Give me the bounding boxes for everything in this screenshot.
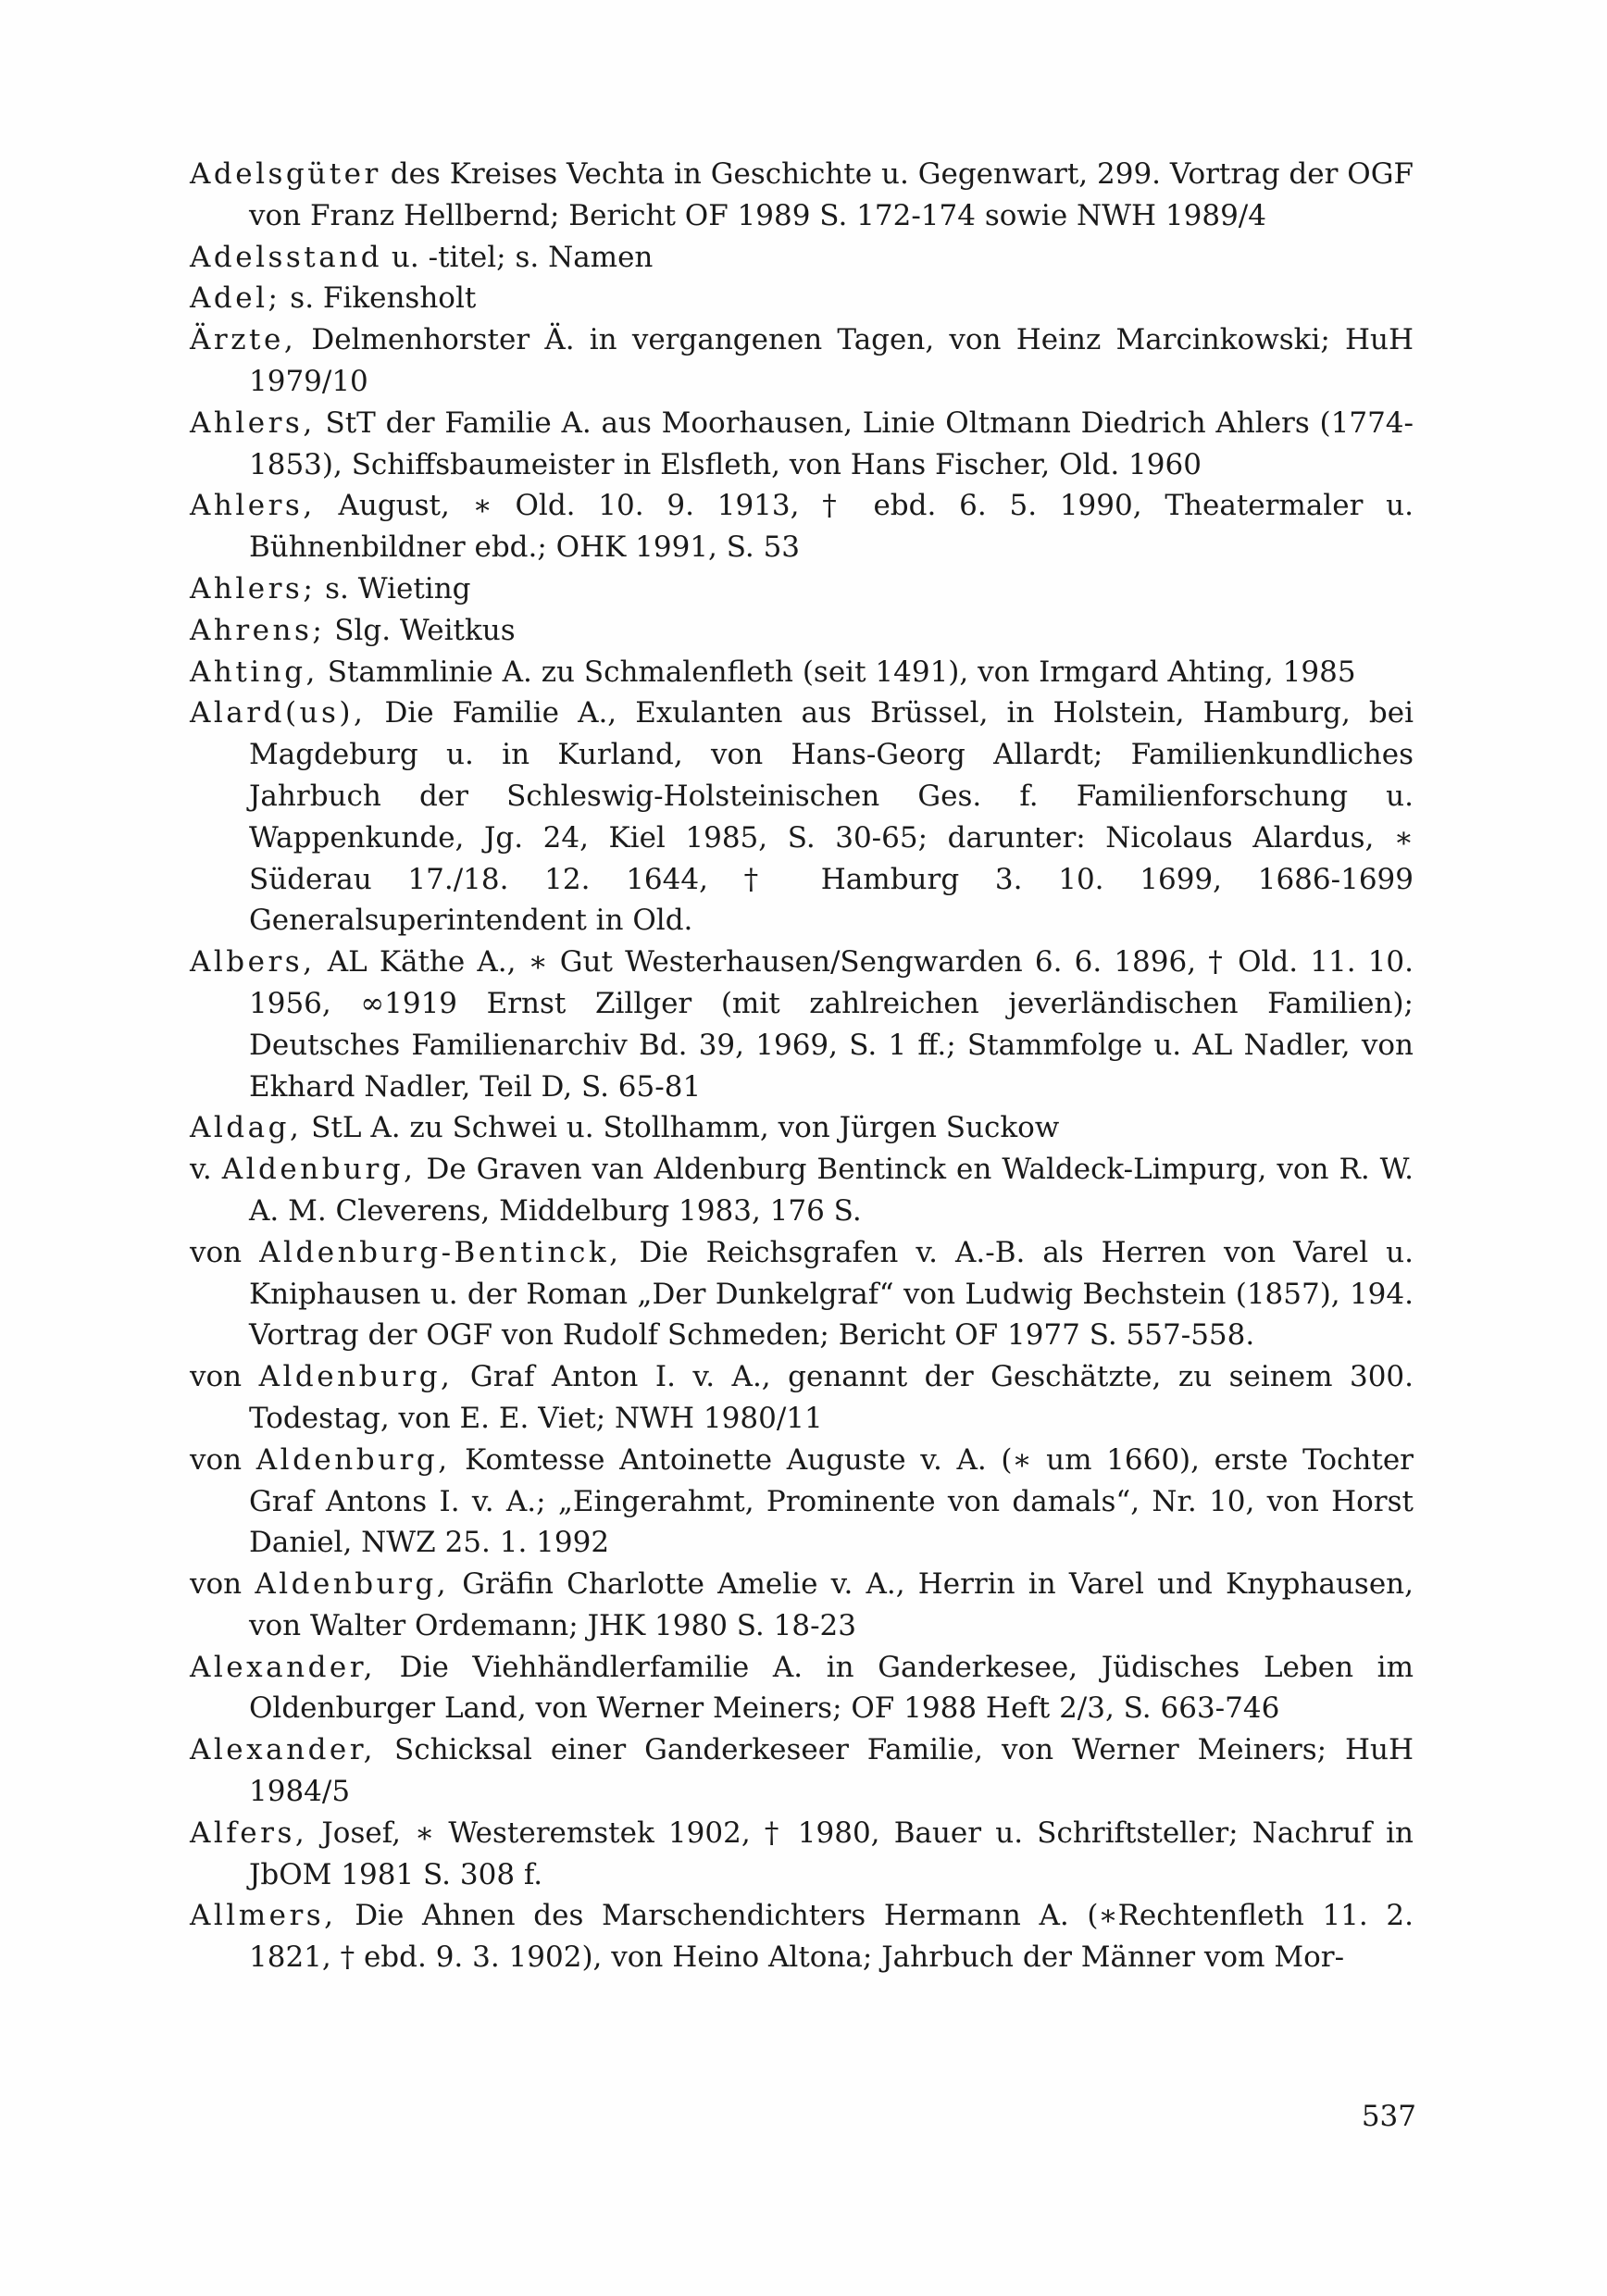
entry-keyword: Aldenburg,	[258, 1360, 454, 1394]
entry-text: Josef, ∗ Westeremstek 1902, † 1980, Bauer u. Schriftsteller; Nachruf in JbOM 1981 S. 308 f.	[249, 1816, 1414, 1891]
entry-text: Delmenhorster Ä. in vergangenen Tagen, von Heinz Marcinkowski; HuH 1979/10	[249, 323, 1414, 398]
entry-keyword: Ahlers;	[190, 571, 317, 605]
entry-text: Die Reichsgrafen v. A.-B. als Herren von Varel u. Kniphausen u. der Roman „Der Dunkelgraf“ von Ludwig Bechstein (1857), 194. Vortrag der OGF von Rudolf Schmeden; Bericht OF 1977 S. 557-558.	[249, 1235, 1414, 1353]
entry-text: Graf Anton I. v. A., genannt der Geschätzte, zu seinem 300. Todestag, von E. E. Viet; NWH 1980/11	[249, 1360, 1414, 1435]
entry-text: AL Käthe A., ∗ Gut Westerhausen/Sengwarden 6. 6. 1896, † Old. 11. 10. 1956, ∞1919 Ernst Zillger (mit zahlreichen jeverländischen Familien); Deutsches Familienarchiv Bd. 39, 1969, S. 1 ff.; Stammfolge u. AL Nadler, von Ekhard Nadler, Teil D, S. 65-81	[249, 945, 1414, 1104]
entry-prefix: v.	[190, 1153, 222, 1187]
index-entry	[190, 485, 1414, 568]
entry-text: Die Familie A., Exulanten aus Brüssel, in Holstein, Hamburg, bei Magdeburg u. in Kurland, von Hans-Georg Allardt; Familienkundliches Jahrbuch der Schleswig-Holsteinischen Ges. f. Familienforschung u. Wappenkunde, Jg. 24, Kiel 1985, S. 30-65; darunter: Nicolaus Alardus, ∗ Süderau 17./18. 12. 1644, † Hamburg 3. 10. 1699, 1686-1699 Generalsuperintendent in Old.	[249, 696, 1414, 938]
index-entry	[190, 1440, 1414, 1564]
index-entry	[190, 278, 1414, 319]
entry-text: Die Ahnen des Marschendichters Hermann A. (∗Rechtenfleth 11. 2. 1821, † ebd. 9. 3. 1902), von Heino Altona; Jahrbuch der Männer vom Mor-	[249, 1899, 1414, 1975]
index-entry	[190, 1232, 1414, 1356]
entry-text: Slg. Weitkus	[325, 613, 516, 647]
entry-text: Schicksal einer Ganderkeseer Familie, von Werner Meiners; HuH 1984/5	[249, 1733, 1414, 1809]
index-entry	[190, 1647, 1414, 1730]
page-number: 537	[1361, 2100, 1416, 2133]
entry-text: u. -titel; s. Namen	[382, 240, 654, 274]
entry-keyword: Alexander,	[190, 1733, 377, 1767]
entry-keyword: Alfers,	[190, 1816, 308, 1850]
entry-keyword: Aldenburg,	[221, 1153, 417, 1187]
entry-keyword: Ahrens;	[190, 613, 326, 647]
entry-keyword: Adelsstand	[190, 240, 383, 274]
entry-text: August, ∗ Old. 10. 9. 1913, † ebd. 6. 5. 1990, Theatermaler u. Bühnenbildner ebd.; OHK 1991, S. 53	[249, 489, 1414, 565]
index-entry	[190, 1356, 1414, 1440]
entry-text: De Graven van Aldenburg Bentinck en Waldeck-Limpurg, von R. W. A. M. Cleverens, Middelburg 1983, 176 S.	[249, 1153, 1414, 1228]
entry-keyword: Aldag,	[190, 1111, 303, 1145]
entry-text: s. Wieting	[316, 571, 471, 605]
index-entry	[190, 1107, 1414, 1149]
entry-keyword: Ahting,	[190, 655, 318, 689]
entry-prefix: von	[190, 1442, 256, 1477]
entry-keyword: Alard(us),	[190, 696, 367, 730]
index-entry	[190, 154, 1414, 237]
entry-keyword: Alexander,	[190, 1650, 377, 1684]
entry-keyword: Adel;	[190, 281, 281, 316]
entry-text: Gräfin Charlotte Amelie v. A., Herrin in Varel und Knyphausen, von Walter Ordemann; JHK 1980 S. 18-23	[249, 1567, 1414, 1642]
index-entry	[190, 610, 1414, 652]
entry-keyword: Allmers,	[190, 1899, 337, 1933]
index-entry	[190, 652, 1414, 693]
entry-text: s. Fikensholt	[280, 281, 477, 316]
entry-keyword: Aldenburg,	[255, 1567, 450, 1602]
entry-text: Komtesse Antoinette Auguste v. A. (∗ um 1660), erste Tochter Graf Antons I. v. A.; „Eingerahmt, Prominente von damals“, Nr. 10, von Horst Daniel, NWZ 25. 1. 1992	[249, 1442, 1414, 1560]
entry-keyword: Ärzte,	[190, 323, 297, 357]
entry-keyword: Ahlers,	[190, 489, 316, 523]
index-entry	[190, 942, 1414, 1107]
entry-keyword: Aldenburg-Bentinck,	[259, 1235, 622, 1269]
entry-keyword: Ahlers,	[190, 406, 316, 440]
entry-text: StT der Familie A. aus Moorhausen, Linie Oltmann Diedrich Ahlers (1774-1853), Schiffsbaumeister in Elsfleth, von Hans Fischer, Old. 1960	[249, 406, 1414, 481]
entry-text: Stammlinie A. zu Schmalenfleth (seit 1491), von Irmgard Ahting, 1985	[318, 655, 1356, 689]
index-entry	[190, 319, 1414, 403]
entry-prefix: von	[190, 1235, 260, 1269]
index-entry	[190, 403, 1414, 486]
entry-text: Die Viehhändlerfamilie A. in Ganderkesee, Jüdisches Leben im Oldenburger Land, von Werner Meiners; OF 1988 Heft 2/3, S. 663-746	[249, 1650, 1414, 1726]
index-entry	[190, 1729, 1414, 1813]
entry-keyword: Albers,	[190, 945, 316, 980]
entry-keyword: Adelsgüter	[190, 157, 381, 191]
index-entry	[190, 1895, 1414, 1978]
index-entry	[190, 1813, 1414, 1896]
entry-text: des Kreises Vechta in Geschichte u. Gegenwart, 299. Vortrag der OGF von Franz Hellbernd; Bericht OF 1989 S. 172-174 sowie NWH 1989/4	[249, 157, 1414, 232]
index-entry	[190, 693, 1414, 942]
index-entry	[190, 568, 1414, 610]
index-entry	[190, 237, 1414, 279]
index-entry	[190, 1564, 1414, 1647]
entry-keyword: Aldenburg,	[255, 1442, 451, 1477]
index-entry-list	[190, 154, 1414, 1978]
index-entry	[190, 1149, 1414, 1232]
entry-prefix: von	[190, 1360, 259, 1394]
entry-prefix: von	[190, 1567, 255, 1602]
entry-text: StL A. zu Schwei u. Stollhamm, von Jürgen Suckow	[302, 1111, 1060, 1145]
